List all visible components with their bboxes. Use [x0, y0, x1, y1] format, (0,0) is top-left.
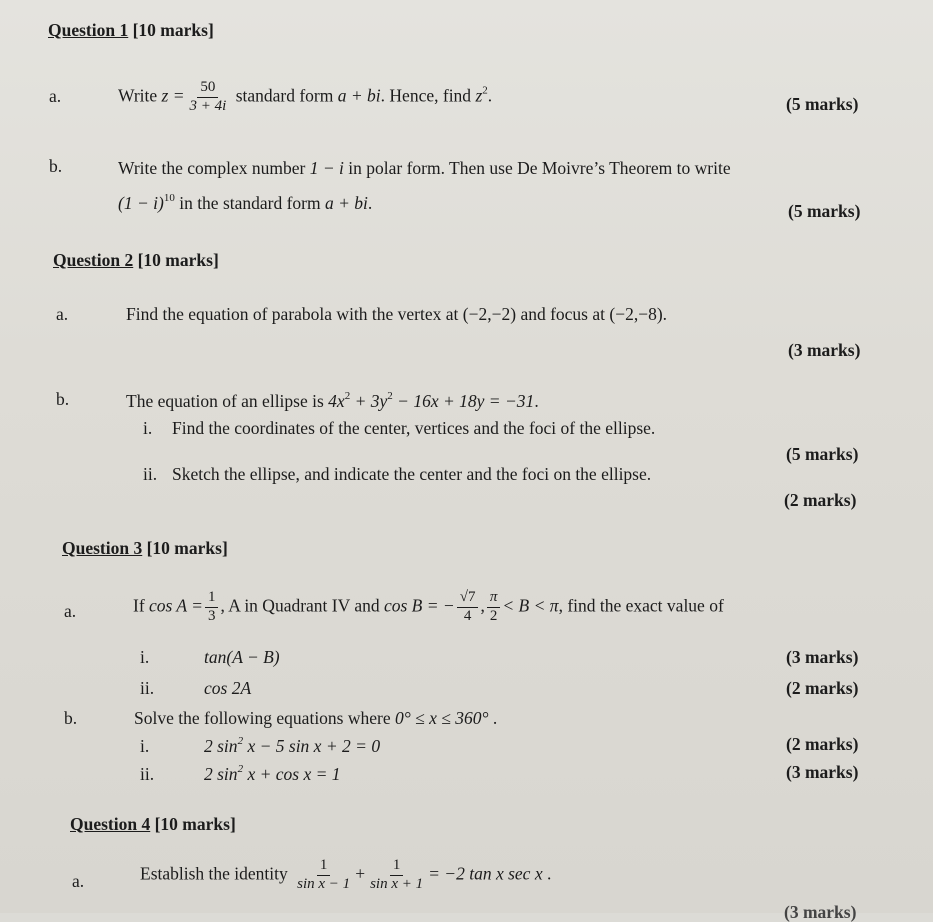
q4a-fraction-1: $\frac{1}{\text{sin x − 1}}$ — [297, 857, 351, 892]
q4a-text: Establish the identity $\frac{1}{\text{sin x − 1}}$ + $\frac{1}{\text{sin x + 1}}$ = −2 tan x sec x . — [140, 857, 552, 892]
q1-heading: Question 1 [10 marks] — [48, 20, 214, 40]
q3aii-marks: (2 marks) — [786, 678, 859, 698]
q3a-text: If cos A = $\frac{1}{3}$ , A in Quadrant IV and cos B = − $\frac{√7}{4}$ , $\frac{\pi}{2}$ < B < π, find the exact value of — [133, 589, 724, 624]
q3a-fraction-2: $\frac{√7}{4}$ — [457, 590, 479, 625]
q1b-label: b. — [49, 156, 63, 176]
q3bii-marks: (3 marks) — [786, 762, 859, 782]
q2bi-text: Find the coordinates of the center, vertices and the foci of the ellipse. — [172, 418, 656, 438]
q4a-marks: (3 marks) — [784, 902, 857, 922]
q3a-label: a. — [64, 601, 77, 621]
q2a-text: Find the equation of parabola with the vertex at (−2,−2) and focus at (−2,−8). — [126, 304, 668, 324]
q1a-marks: (5 marks) — [786, 94, 859, 114]
q3b-text: Solve the following equations where 0° ≤ x ≤ 360° . — [134, 708, 498, 728]
q1a-fraction: $\frac{50}{3 + 4i}$ — [189, 79, 227, 114]
q2a-marks: (3 marks) — [788, 340, 861, 360]
q4a-label: a. — [72, 871, 85, 891]
q3bi-label: i. — [140, 736, 150, 756]
q3bii-expr: 2 $\sin^2 x + \cos x = 1$ — [204, 763, 341, 784]
q1b-marks: (5 marks) — [788, 201, 861, 221]
q3bi-expr: 2 $\sin^2 x - 5$ sin x + 2 = 0 — [204, 735, 381, 756]
q2bi-marks: (5 marks) — [786, 444, 859, 464]
q1b-line1: Write the complex number 1 − i in polar form. Then use De Moivre’s Theorem to write — [118, 158, 731, 178]
q4a-fraction-2: $\frac{1}{\text{sin x + 1}}$ — [370, 857, 424, 892]
q2a-label: a. — [56, 304, 69, 324]
q3a-fraction-1: $\frac{1}{3}$ — [205, 590, 219, 625]
q1a-text: Write z = $\frac{50}{3 + 4i}$ standard form a + bi. Hence, find $z^2$. — [118, 79, 493, 114]
q2b-label: b. — [56, 389, 70, 409]
q3bi-marks: (2 marks) — [786, 734, 859, 754]
q3-heading: Question 3 [10 marks] — [62, 538, 228, 558]
q4-heading: Question 4 [10 marks] — [70, 814, 236, 834]
q3a-fraction-3: $\frac{\pi}{2}$ — [487, 590, 501, 625]
q2bii-marks: (2 marks) — [784, 490, 857, 510]
q3bii-label: ii. — [140, 764, 155, 784]
q3ai-expr: tan(A − B) — [204, 647, 280, 667]
q1a-label: a. — [49, 86, 62, 106]
q3ai-label: i. — [140, 647, 150, 667]
q2bii-label: ii. — [143, 464, 158, 484]
q2-heading: Question 2 [10 marks] — [53, 250, 219, 270]
q2bi-label: i. — [143, 418, 153, 438]
q1b-line2: $(1 - i)^{10}$ in the standard form a + bi. — [118, 192, 373, 213]
q2b-text: The equation of an ellipse is $4x^2 + 3y^2 - 16x + 18y = -31$. — [126, 390, 539, 411]
q3ai-marks: (3 marks) — [786, 647, 859, 667]
q3b-label: b. — [64, 708, 78, 728]
q2bii-text: Sketch the ellipse, and indicate the center and the foci on the ellipse. — [172, 464, 652, 484]
q3aii-label: ii. — [140, 678, 155, 698]
q3aii-expr: cos 2A — [204, 678, 252, 698]
